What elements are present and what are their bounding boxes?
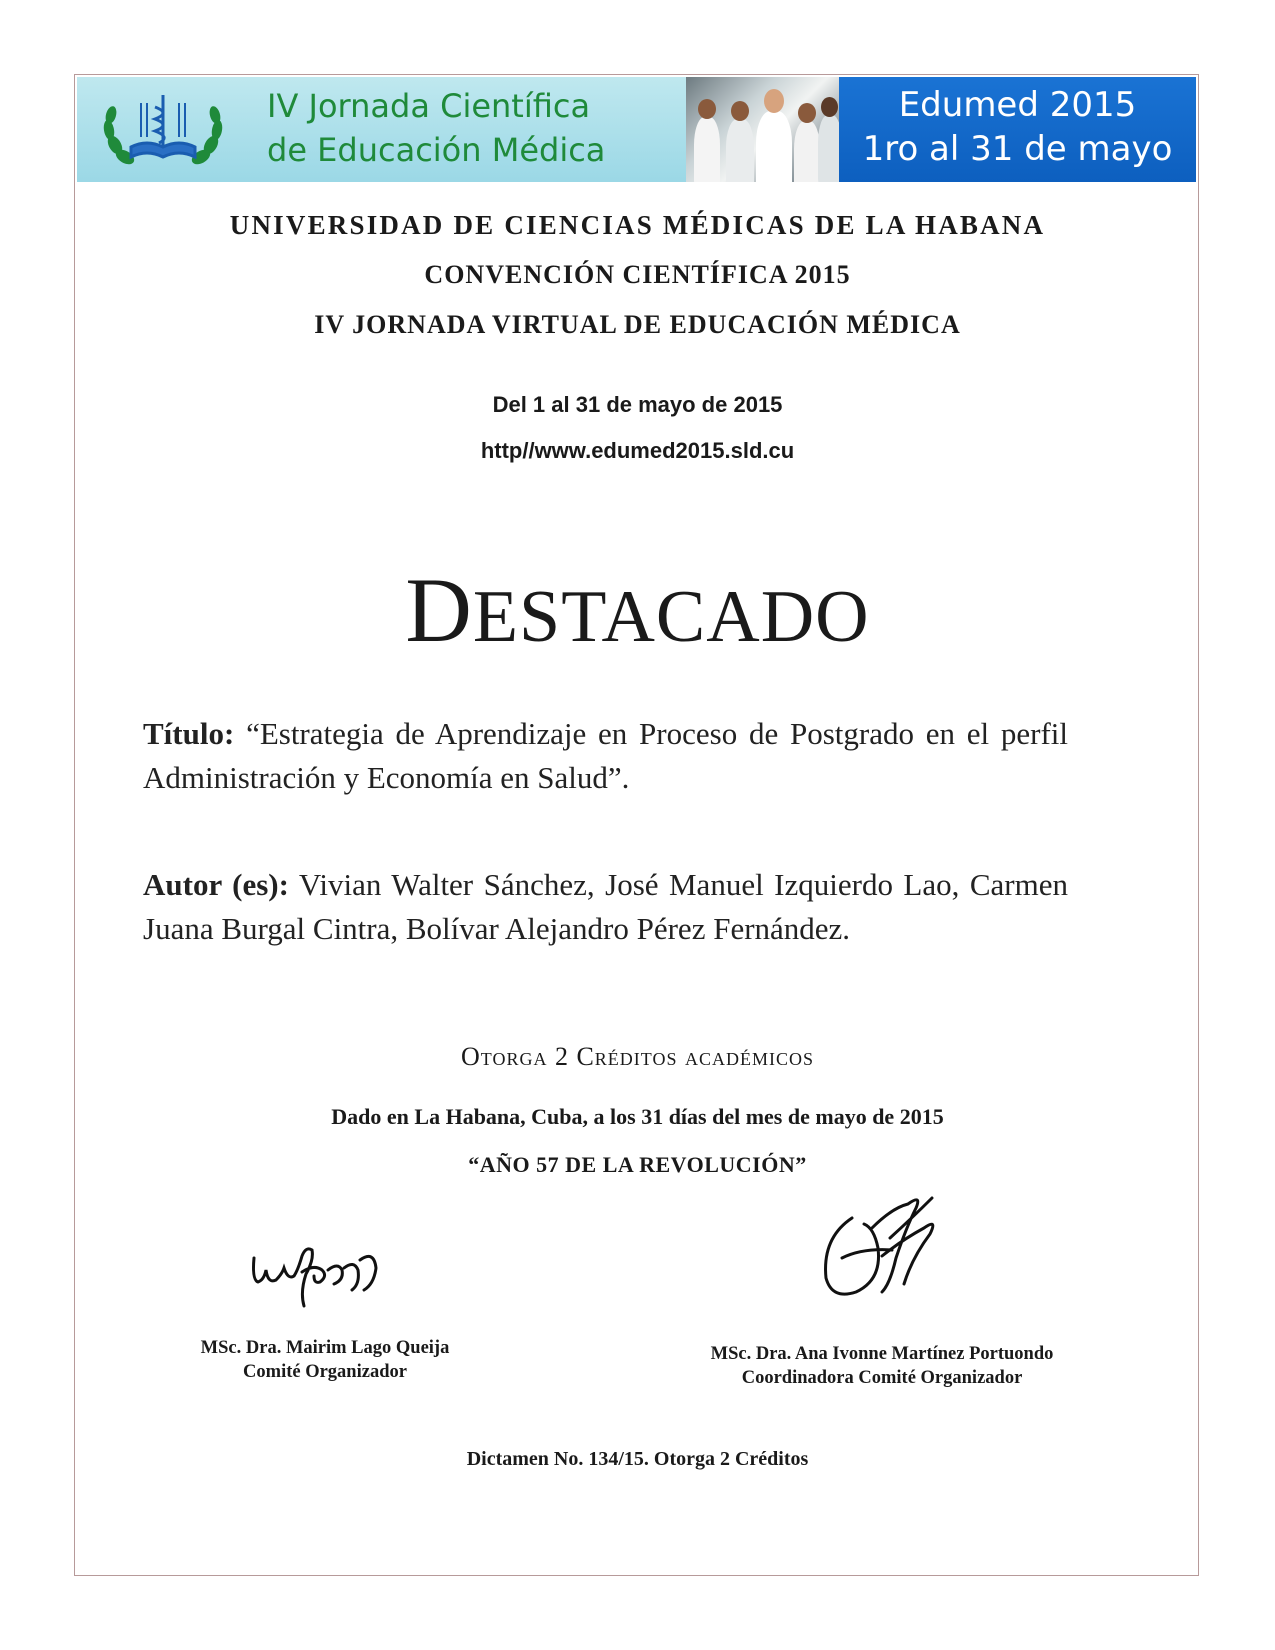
work-authors-paragraph — [143, 863, 1068, 951]
convention-heading: CONVENCIÓN CIENTÍFICA 2015 — [424, 260, 851, 289]
event-banner — [77, 77, 1196, 182]
signature-martinez — [812, 1188, 942, 1308]
caduceus-laurel-book-icon — [101, 85, 225, 175]
signer-role: Comité Organizador — [243, 1362, 407, 1382]
banner-left-panel — [77, 77, 686, 182]
photo-figure — [694, 117, 720, 182]
photo-figure — [794, 121, 820, 182]
event-url: http//www.edumed2015.sld.cu — [480, 438, 795, 463]
work-title-paragraph — [143, 712, 1068, 800]
photo-figure — [726, 119, 754, 182]
banner-right-panel — [839, 77, 1196, 182]
banner-title-line1: IV Jornada Científica — [267, 87, 591, 125]
photo-head — [798, 103, 816, 123]
banner-event-dates: 1ro al 31 de mayo — [862, 129, 1173, 169]
dictamen-line: Dictamen No. 134/15. Otorga 2 Créditos — [466, 1448, 809, 1470]
jornada-heading: IV JORNADA VIRTUAL DE EDUCACIÓN MÉDICA — [314, 310, 961, 339]
year-motto: “AÑO 57 DE LA REVOLUCIÓN” — [468, 1152, 807, 1177]
work-authors-label: Autor (es): — [143, 867, 289, 902]
event-dates: Del 1 al 31 de mayo de 2015 — [492, 392, 783, 417]
signer-name: MSc. Dra. Mairim Lago Queija — [200, 1338, 450, 1358]
university-heading: UNIVERSIDAD DE CIENCIAS MÉDICAS DE LA HABANA — [229, 210, 1046, 240]
credits-statement: Otorga 2 Créditos académicos — [461, 1042, 814, 1071]
photo-figure — [756, 111, 792, 182]
photo-head — [821, 97, 838, 117]
work-authors-value: Vivian Walter Sánchez, José Manuel Izquierdo Lao, Carmen Juana Burgal Cintra, Bolívar Alejandro Pérez Fernández. — [143, 867, 1068, 946]
award-title — [0, 555, 1275, 672]
signer-lago — [170, 1336, 480, 1384]
photo-head — [764, 89, 784, 113]
award-title-initial: D — [405, 559, 473, 661]
work-title-label: Título: — [143, 716, 235, 751]
award-title-rest: ESTACADO — [472, 576, 870, 658]
photo-head — [731, 101, 749, 121]
signer-role: Coordinadora Comité Organizador — [741, 1368, 1023, 1388]
banner-photo — [686, 77, 839, 182]
photo-figure — [818, 115, 839, 182]
signer-martinez — [672, 1342, 1092, 1390]
photo-head — [698, 99, 716, 119]
banner-event-name: Edumed 2015 — [898, 85, 1137, 125]
signature-lago — [248, 1240, 388, 1310]
signer-name: MSc. Dra. Ana Ivonne Martínez Portuondo — [710, 1344, 1054, 1364]
work-title-value: “Estrategia de Aprendizaje en Proceso de Postgrado en el perfil Administración y Economía en Salud”. — [143, 716, 1069, 795]
banner-title-line2: de Educación Médica — [267, 131, 606, 169]
given-statement: Dado en La Habana, Cuba, a los 31 días del mes de mayo de 2015 — [331, 1104, 944, 1129]
